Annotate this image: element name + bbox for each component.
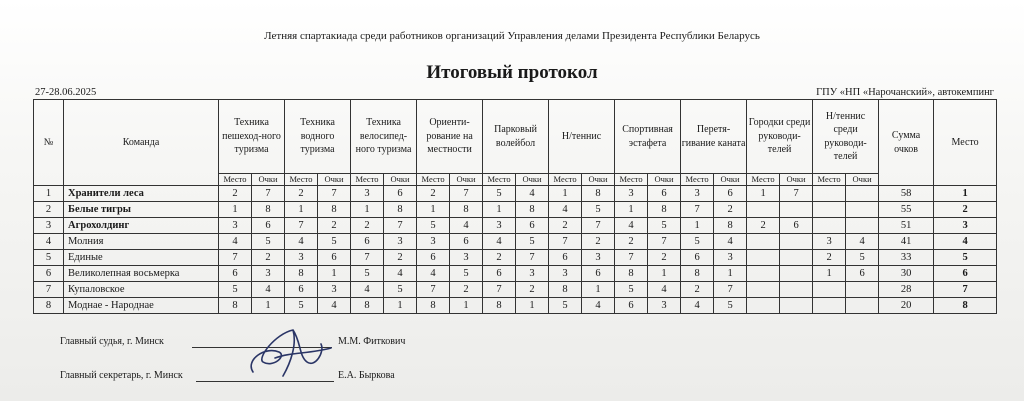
results-body	[34, 186, 997, 314]
event-points-cell: 4	[318, 298, 351, 314]
event-place-cell: 1	[681, 218, 714, 234]
final-place: 6	[934, 266, 997, 282]
event-place-cell: 3	[417, 234, 450, 250]
event-place-cell: 4	[351, 282, 384, 298]
event-header: Н/теннис среди руководи-телей	[813, 100, 879, 174]
subheader-points: Очки	[714, 174, 747, 186]
event-points-cell: 8	[450, 202, 483, 218]
event-place-cell: 8	[681, 266, 714, 282]
event-points-cell: 1	[582, 282, 615, 298]
event-place-cell: 1	[417, 202, 450, 218]
event-place-cell	[747, 250, 780, 266]
points-sum: 28	[879, 282, 934, 298]
event-points-cell: 1	[648, 266, 681, 282]
event-place-cell: 6	[417, 250, 450, 266]
table-row	[34, 282, 997, 298]
event-points-cell: 3	[450, 250, 483, 266]
table-row	[34, 298, 997, 314]
event-place-cell: 2	[549, 218, 582, 234]
event-points-cell: 7	[714, 282, 747, 298]
event-points-cell	[846, 202, 879, 218]
event-points-cell: 3	[252, 266, 285, 282]
event-points-cell: 3	[714, 250, 747, 266]
subheader-place: Место	[351, 174, 384, 186]
event-points-cell: 2	[384, 250, 417, 266]
table-row	[34, 250, 997, 266]
points-sum: 41	[879, 234, 934, 250]
event-place-cell: 6	[549, 250, 582, 266]
event-points-cell: 7	[384, 218, 417, 234]
event-points-cell: 6	[450, 234, 483, 250]
final-place: 3	[934, 218, 997, 234]
event-place-cell: 7	[285, 218, 318, 234]
event-place-cell: 5	[285, 298, 318, 314]
event-points-cell: 8	[714, 218, 747, 234]
subheader-points: Очки	[318, 174, 351, 186]
event-place-cell: 7	[417, 282, 450, 298]
event-points-cell: 8	[582, 186, 615, 202]
event-place-cell: 2	[483, 250, 516, 266]
row-number: 4	[34, 234, 64, 250]
event-points-cell: 6	[582, 266, 615, 282]
event-header: Спортивная эстафета	[615, 100, 681, 174]
event-points-cell	[780, 266, 813, 282]
row-number: 7	[34, 282, 64, 298]
event-points-cell: 3	[384, 234, 417, 250]
subheader-place: Место	[615, 174, 648, 186]
event-points-cell: 1	[252, 298, 285, 314]
event-points-cell: 1	[384, 298, 417, 314]
col-place-header: Место	[934, 100, 997, 186]
team-name: Великолепная восьмерка	[64, 266, 219, 282]
event-place-cell: 1	[483, 202, 516, 218]
table-row	[34, 186, 997, 202]
event-place-cell: 7	[681, 202, 714, 218]
event-points-cell	[780, 282, 813, 298]
points-sum: 20	[879, 298, 934, 314]
final-place: 4	[934, 234, 997, 250]
event-place-cell: 7	[549, 234, 582, 250]
event-place-cell: 7	[351, 250, 384, 266]
event-points-cell: 7	[516, 250, 549, 266]
subheader-place: Место	[219, 174, 252, 186]
header-row	[34, 100, 997, 174]
event-place-cell: 2	[681, 282, 714, 298]
final-place: 5	[934, 250, 997, 266]
row-number: 8	[34, 298, 64, 314]
points-sum: 33	[879, 250, 934, 266]
event-place-cell: 8	[417, 298, 450, 314]
event-points-cell: 8	[318, 202, 351, 218]
subheader-points: Очки	[648, 174, 681, 186]
event-points-cell: 8	[648, 202, 681, 218]
event-place-cell: 5	[219, 282, 252, 298]
event-place-cell: 4	[681, 298, 714, 314]
results-table	[33, 99, 997, 314]
event-place-cell	[813, 282, 846, 298]
subheader-points: Очки	[582, 174, 615, 186]
event-points-cell: 3	[648, 298, 681, 314]
event-place-cell: 6	[351, 234, 384, 250]
event-header: Техника пешеход-ного туризма	[219, 100, 285, 174]
row-number: 2	[34, 202, 64, 218]
subheader-place: Место	[813, 174, 846, 186]
event-points-cell: 4	[714, 234, 747, 250]
event-header: Ориенти-рование на местности	[417, 100, 483, 174]
subheader-points: Очки	[516, 174, 549, 186]
event-points-cell: 8	[252, 202, 285, 218]
event-place-cell: 7	[483, 282, 516, 298]
event-place-cell: 1	[747, 186, 780, 202]
event-points-cell	[846, 218, 879, 234]
event-points-cell: 1	[318, 266, 351, 282]
subheader-place: Место	[747, 174, 780, 186]
row-number: 3	[34, 218, 64, 234]
event-place-cell: 3	[483, 218, 516, 234]
event-place-cell: 8	[285, 266, 318, 282]
event-place-cell: 1	[351, 202, 384, 218]
event-place-cell: 8	[615, 266, 648, 282]
event-points-cell: 7	[780, 186, 813, 202]
event-points-cell: 6	[384, 186, 417, 202]
event-place-cell: 4	[417, 266, 450, 282]
event-points-cell: 4	[582, 298, 615, 314]
event-points-cell: 6	[846, 266, 879, 282]
event-place-cell	[813, 298, 846, 314]
event-place-cell: 2	[615, 234, 648, 250]
team-name: Белые тигры	[64, 202, 219, 218]
event-place-cell: 3	[615, 186, 648, 202]
event-points-cell: 5	[252, 234, 285, 250]
event-points-cell: 1	[450, 298, 483, 314]
event-title: Летняя спартакиада среди работников организаций Управления делами Президента Республики Беларусь	[264, 30, 760, 42]
event-place-cell: 4	[483, 234, 516, 250]
event-header: Парковый волейбол	[483, 100, 549, 174]
event-place-cell: 1	[615, 202, 648, 218]
event-points-cell: 5	[648, 218, 681, 234]
event-points-cell: 5	[516, 234, 549, 250]
event-place-cell	[813, 186, 846, 202]
event-points-cell: 8	[516, 202, 549, 218]
event-points-cell: 2	[252, 250, 285, 266]
row-number: 5	[34, 250, 64, 266]
final-place: 2	[934, 202, 997, 218]
event-venue: ГПУ «НП «Нарочанский», автокемпинг	[816, 87, 994, 98]
event-points-cell: 4	[450, 218, 483, 234]
judge-label: Главный судья, г. Минск	[60, 336, 164, 347]
team-name: Купаловское	[64, 282, 219, 298]
event-points-cell: 2	[582, 234, 615, 250]
event-points-cell	[780, 202, 813, 218]
subheader-points: Очки	[846, 174, 879, 186]
event-points-cell: 4	[846, 234, 879, 250]
event-points-cell: 5	[450, 266, 483, 282]
event-place-cell	[747, 266, 780, 282]
event-place-cell	[747, 298, 780, 314]
row-number: 1	[34, 186, 64, 202]
event-header: Техника велосипед-ного туризма	[351, 100, 417, 174]
table-row	[34, 266, 997, 282]
event-header: Н/теннис	[549, 100, 615, 174]
event-place-cell: 7	[615, 250, 648, 266]
event-place-cell: 1	[219, 202, 252, 218]
event-place-cell	[747, 234, 780, 250]
event-points-cell: 6	[318, 250, 351, 266]
subheader-place: Место	[417, 174, 450, 186]
event-place-cell: 6	[483, 266, 516, 282]
event-place-cell: 8	[351, 298, 384, 314]
event-place-cell: 1	[549, 186, 582, 202]
event-place-cell: 8	[549, 282, 582, 298]
event-place-cell: 2	[417, 186, 450, 202]
secretary-name: Е.А. Быркова	[338, 370, 395, 381]
event-place-cell: 5	[483, 186, 516, 202]
col-number-header: №	[34, 100, 64, 186]
event-points-cell: 6	[780, 218, 813, 234]
event-place-cell	[747, 202, 780, 218]
event-points-cell: 7	[582, 218, 615, 234]
subheader-place: Место	[681, 174, 714, 186]
event-place-cell: 3	[681, 186, 714, 202]
event-points-cell: 6	[516, 218, 549, 234]
points-sum: 51	[879, 218, 934, 234]
event-points-cell	[780, 250, 813, 266]
team-name: Единые	[64, 250, 219, 266]
event-points-cell: 4	[384, 266, 417, 282]
event-place-cell: 4	[219, 234, 252, 250]
event-points-cell: 6	[714, 186, 747, 202]
event-place-cell: 6	[219, 266, 252, 282]
team-name: Молния	[64, 234, 219, 250]
event-place-cell: 3	[219, 218, 252, 234]
event-points-cell	[846, 298, 879, 314]
points-sum: 58	[879, 186, 934, 202]
event-date: 27-28.06.2025	[35, 87, 97, 98]
event-points-cell: 6	[252, 218, 285, 234]
event-points-cell	[780, 298, 813, 314]
final-place: 1	[934, 186, 997, 202]
event-place-cell: 3	[351, 186, 384, 202]
event-points-cell: 4	[516, 186, 549, 202]
subheader-points: Очки	[780, 174, 813, 186]
points-sum: 30	[879, 266, 934, 282]
handwritten-signature	[235, 322, 345, 382]
event-points-cell: 5	[384, 282, 417, 298]
event-place-cell: 2	[813, 250, 846, 266]
event-points-cell: 3	[516, 266, 549, 282]
event-place-cell: 4	[285, 234, 318, 250]
subheader-points: Очки	[384, 174, 417, 186]
event-place-cell: 3	[549, 266, 582, 282]
event-points-cell: 6	[648, 186, 681, 202]
event-points-cell: 4	[252, 282, 285, 298]
event-points-cell: 7	[648, 234, 681, 250]
event-points-cell: 5	[846, 250, 879, 266]
table-row	[34, 202, 997, 218]
event-place-cell	[747, 282, 780, 298]
event-place-cell: 2	[285, 186, 318, 202]
event-points-cell: 7	[252, 186, 285, 202]
subheader-points: Очки	[252, 174, 285, 186]
points-sum: 55	[879, 202, 934, 218]
event-points-cell: 7	[318, 186, 351, 202]
table-row	[34, 218, 997, 234]
col-sum-header: Сумма очков	[879, 100, 934, 186]
secretary-label: Главный секретарь, г. Минск	[60, 370, 183, 381]
event-points-cell: 7	[450, 186, 483, 202]
event-points-cell: 2	[450, 282, 483, 298]
team-name: Моднае - Народнае	[64, 298, 219, 314]
event-place-cell: 6	[285, 282, 318, 298]
subheader-place: Место	[549, 174, 582, 186]
event-place-cell: 1	[285, 202, 318, 218]
judge-name: М.М. Фиткович	[338, 336, 406, 347]
event-place-cell: 2	[219, 186, 252, 202]
event-place-cell: 8	[483, 298, 516, 314]
event-points-cell: 2	[516, 282, 549, 298]
event-place-cell: 6	[681, 250, 714, 266]
event-place-cell: 7	[219, 250, 252, 266]
event-points-cell: 3	[318, 282, 351, 298]
event-points-cell: 8	[384, 202, 417, 218]
event-points-cell: 1	[516, 298, 549, 314]
event-points-cell: 2	[714, 202, 747, 218]
final-place: 7	[934, 282, 997, 298]
event-points-cell: 2	[648, 250, 681, 266]
event-points-cell: 4	[648, 282, 681, 298]
event-place-cell: 3	[813, 234, 846, 250]
event-place-cell: 5	[681, 234, 714, 250]
subheader-points: Очки	[450, 174, 483, 186]
event-points-cell	[846, 186, 879, 202]
event-place-cell: 6	[615, 298, 648, 314]
event-points-cell	[780, 234, 813, 250]
event-points-cell: 5	[582, 202, 615, 218]
event-place-cell	[813, 202, 846, 218]
team-name: Агрохолдинг	[64, 218, 219, 234]
event-place-cell: 1	[813, 266, 846, 282]
event-points-cell: 5	[714, 298, 747, 314]
event-place-cell: 4	[615, 218, 648, 234]
event-place-cell	[813, 218, 846, 234]
event-header: Техника водного туризма	[285, 100, 351, 174]
final-place: 8	[934, 298, 997, 314]
event-points-cell: 3	[582, 250, 615, 266]
page-title: Итоговый протокол	[426, 62, 598, 83]
event-place-cell: 3	[285, 250, 318, 266]
event-points-cell: 2	[318, 218, 351, 234]
subheader-place: Место	[483, 174, 516, 186]
event-place-cell: 2	[351, 218, 384, 234]
event-place-cell: 2	[747, 218, 780, 234]
team-name: Хранители леса	[64, 186, 219, 202]
subheader-place: Место	[285, 174, 318, 186]
event-header: Городки среди руководи-телей	[747, 100, 813, 174]
event-points-cell: 1	[714, 266, 747, 282]
event-header: Перетя-гивание каната	[681, 100, 747, 174]
event-place-cell: 4	[549, 202, 582, 218]
event-points-cell: 5	[318, 234, 351, 250]
table-row	[34, 234, 997, 250]
row-number: 6	[34, 266, 64, 282]
col-team-header: Команда	[64, 100, 219, 186]
event-place-cell: 5	[615, 282, 648, 298]
event-place-cell: 5	[549, 298, 582, 314]
event-place-cell: 5	[351, 266, 384, 282]
event-points-cell	[846, 282, 879, 298]
event-place-cell: 5	[417, 218, 450, 234]
event-place-cell: 8	[219, 298, 252, 314]
